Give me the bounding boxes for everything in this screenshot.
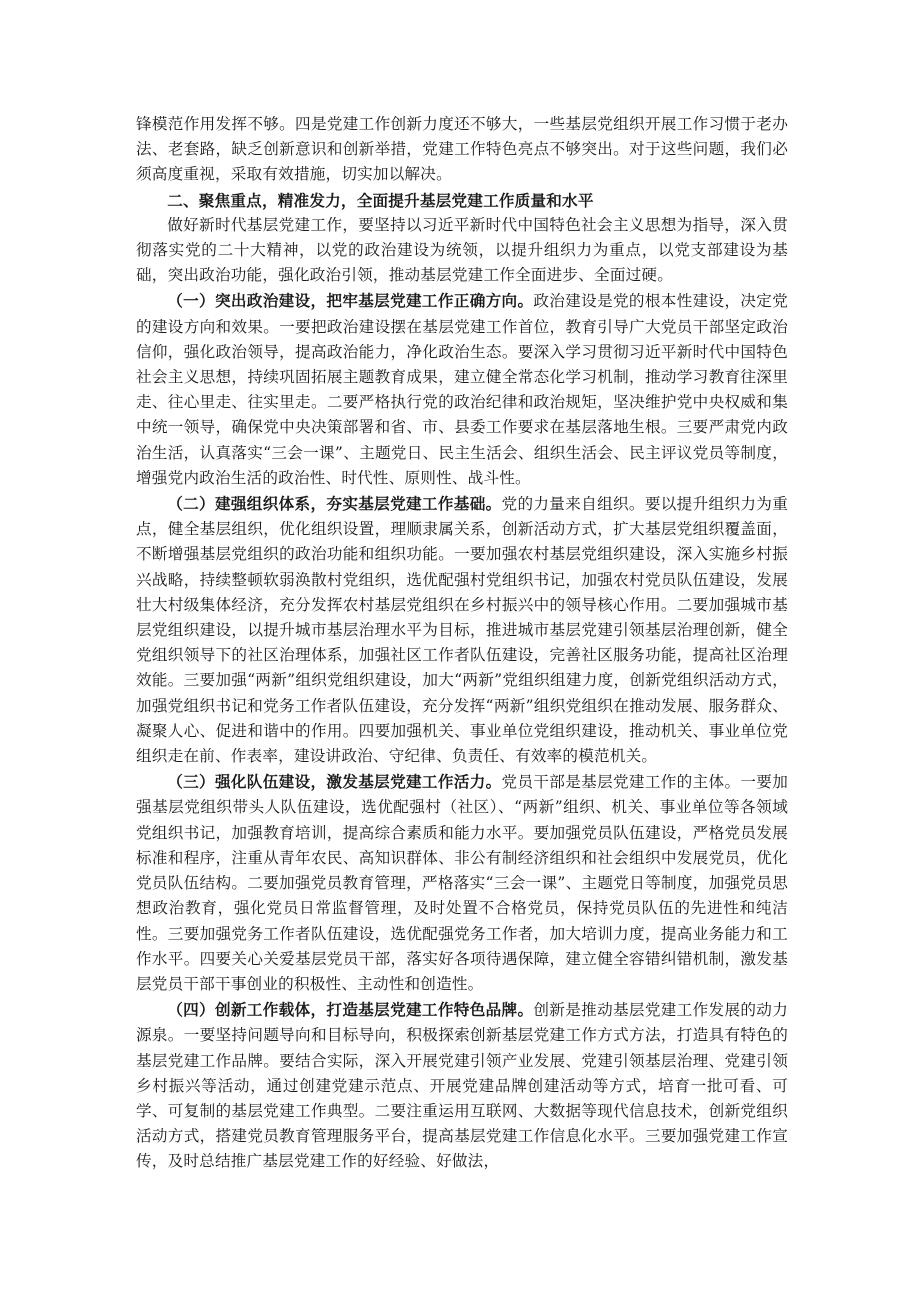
paragraph-item-2	[136, 491, 788, 769]
item-3-body: 党员干部是基层党建工作的主体。一要加强基层党组织带头人队伍建设，选优配强村（社区）、“两新”组织、机关、事业单位等各领域党组织书记，加强教育培训，提高综合素质和能力水平。要加强党员队伍建设，严格党员发展标准和程序，注重从青年农民、高知识群体、非公有制经济组织和社会组织中发展党员，优化党员队伍结构。二要加强党员教育管理，严格落实“三会一课”、主题党日等制度，加强党员思想政治教育，强化党员日常监督管理，及时处置不合格党员，保持党员队伍的先进性和纯洁性。三要加强党务工作者队伍建设，选优配强党务工作者，加大培训力度，提高业务能力和工作水平。四要关心关爱基层党员干部，落实好各项待遇保障，建立健全容错纠错机制，激发基层党员干部干事创业的积极性、主动性和创造性。	[136, 773, 789, 993]
item-2-lead: （二）建强组织体系，夯实基层党建工作基础。	[167, 494, 502, 514]
paragraph-intro: 锋模范作用发挥不够。四是党建工作创新力度还不够大，一些基层党组织开展工作习惯于老办法、老套路，缺乏创新意识和创新举措，党建工作特色亮点不够突出。对于这些问题，我们必须高度重视，采取有效措施，切实加以解决。	[136, 115, 788, 184]
document-page	[136, 112, 788, 1175]
item-4-body: 创新是推动基层党建工作发展的动力源泉。一要坚持问题导向和目标导向，积极探索创新基层党建工作方式方法，打造具有特色的基层党建工作品牌。要结合实际，深入开展党建引领产业发展、党建引领基层治理、党建引领乡村振兴等活动，通过创建党建示范点、开展党建品牌创建活动等方式，培育一批可看、可学、可复制的基层党建工作典型。二要注重运用互联网、大数据等现代信息技术，创新党组织活动方式，搭建党员教育管理服务平台，提高基层党建工作信息化水平。三要加强党建工作宣传，及时总结推广基层党建工作的好经验、好做法，	[136, 1001, 789, 1171]
item-1-body: 政治建设是党的根本性建设，决定党的建设方向和效果。一要把政治建设摆在基层党建工作首位，教育引导广大党员干部坚定政治信仰，强化政治领导，提高政治能力，净化政治生态。要深入学习贯彻习近平新时代中国特色社会主义思想，持续巩固拓展主题教育成果，建立健全常态化学习机制，推动学习教育往深里走、往心里走、往实里走。二要严格执行党的政治纪律和政治规矩，坚决维护党中央权威和集中统一领导，确保党中央决策部署和省、市、县委工作要求在基层落地生根。三要严肃党内政治生活，认真落实“三会一课”、主题党日、民主生活会、组织生活会、民主评议党员等制度，增强党内政治生活的政治性、时代性、原则性、战斗性。	[136, 292, 789, 487]
section-heading-2: 二、聚焦重点，精准发力，全面提升基层党建工作质量和水平	[167, 190, 594, 210]
item-4-lead: （四）创新工作载体，打造基层党建工作特色品牌。	[167, 1000, 534, 1020]
paragraph-item-1	[136, 288, 788, 491]
item-3-lead: （三）强化队伍建设，激发基层党建工作活力。	[167, 772, 502, 792]
item-1-lead: （一）突出政治建设，把牢基层党建工作正确方向。	[167, 291, 534, 311]
paragraph-item-4	[136, 997, 788, 1174]
paragraph-item-3	[136, 769, 788, 997]
item-2-body: 党的力量来自组织。要以提升组织力为重点，健全基层组织，优化组织设置，理顺隶属关系，创新活动方式，扩大基层党组织覆盖面，不断增强基层党组织的政治功能和组织功能。一要加强农村基层党组织建设，深入实施乡村振兴战略，持续整顿软弱涣散村党组织，选优配强村党组织书记，加强农村党员队伍建设，发展壮大村级集体经济，充分发挥农村基层党组织在乡村振兴中的领导核心作用。二要加强城市基层党组织建设，以提升城市基层治理水平为目标，推进城市基层党建引领基层治理创新，健全党组织领导下的社区治理体系，加强社区工作者队伍建设，完善社区服务功能，提高社区治理效能。三要加强“两新”组织党组织建设，加大“两新”党组织组建力度，创新党组织活动方式，加强党组织书记和党务工作者队伍建设，充分发挥“两新”组织党组织在推动发展、服务群众、凝聚人心、促进和谐中的作用。四要加强机关、事业单位党组织建设，推动机关、事业单位党组织走在前、作表率，建设讲政治、守纪律、负责任、有效率的模范机关。	[136, 495, 789, 766]
paragraph-section-2: 做好新时代基层党建工作，要坚持以习近平新时代中国特色社会主义思想为指导，深入贯彻落实党的二十大精神，以党的政治建设为统领，以提升组织力为重点，以党支部建设为基础，突出政治功能，强化政治引领，推动基层党建工作全面进步、全面过硬。	[136, 215, 788, 285]
